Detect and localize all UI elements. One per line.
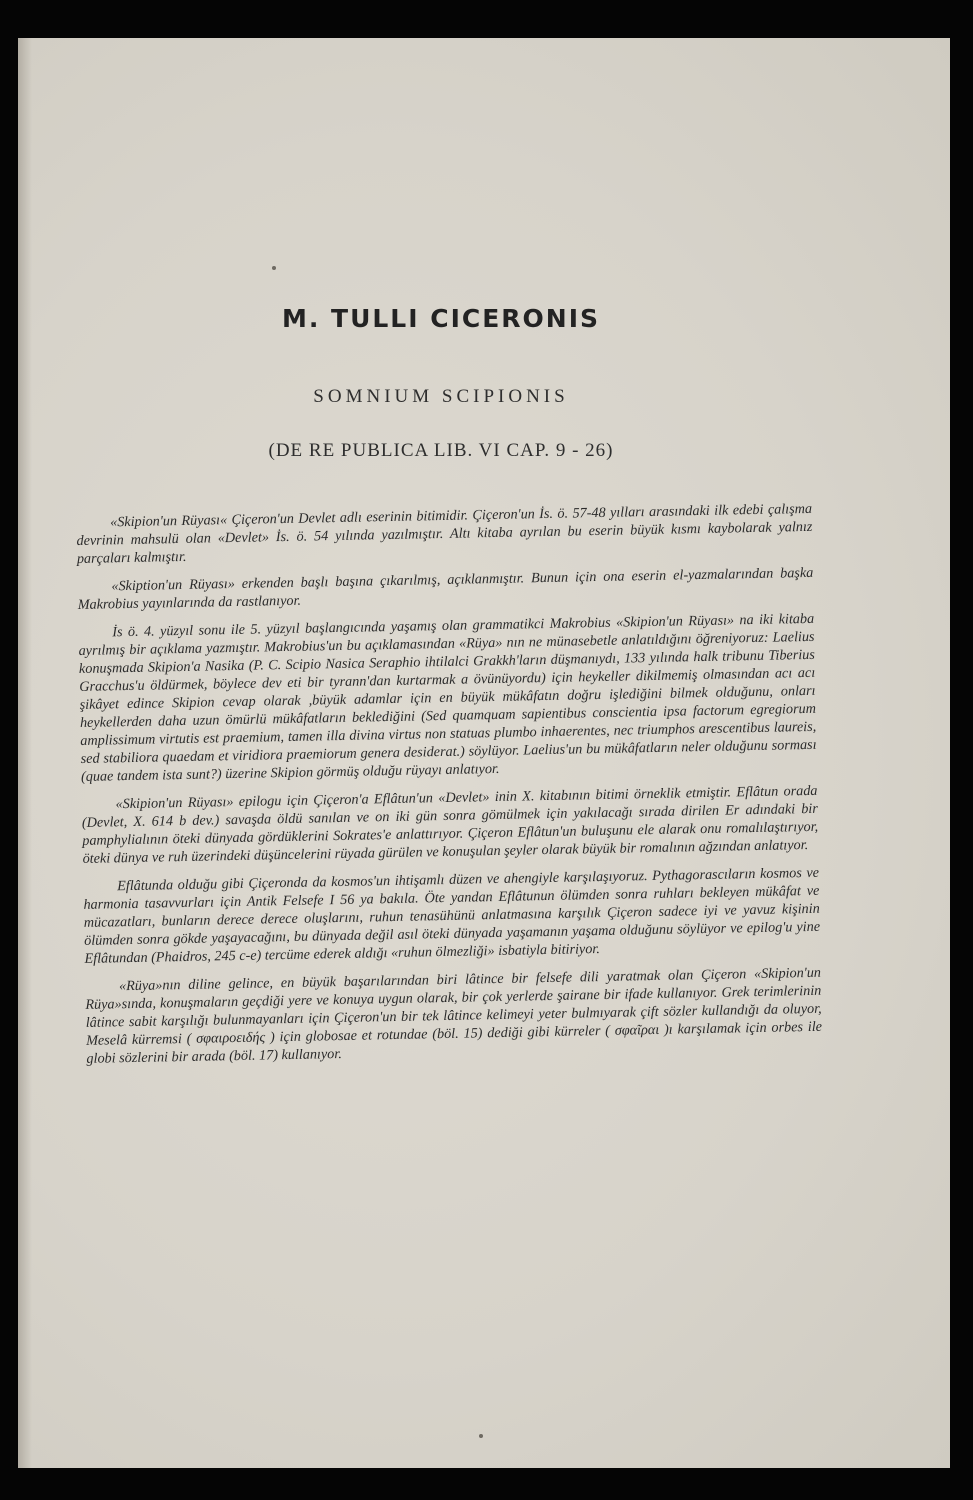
document-subtitle: SOMNIUM SCIPIONIS [313, 386, 569, 407]
paragraph: Eflâtunda olduğu gibi Çiçeronda da kosmos'un ihtişamlı düzen ve ahengiyle karşılaşıyoruz. Pythagorascıların kosmos ve harmonia tasavvurları için Antik Felsefe I 56 ya bakıla. Öte yandan Eflâtunun ölümden sonra ruhları bekleyen mükâfat ve mücazatları, bunların derece derece oluşlarını, ruhun tenasühünü anlatmasına karşılık Çiçeron sadece iyi ve yavuz kişinin ölümden sonra gökde yaşayacağını, bu dünyada değil asıl öteki dünyada yaşamanın yaşama olduğunu söylüyor ve epilog'u yine Eflâtundan (Phaidros, 245 c-e) tercüme ederek aldığı «ruhun ölmezliği» isbatiyla bitiriyor. [83, 864, 821, 967]
document-source-reference: (DE RE PUBLICA LIB. VI CAP. 9 - 26) [268, 440, 614, 461]
body-text [76, 500, 823, 1078]
paper-speck [479, 1434, 483, 1438]
book-page [18, 38, 950, 1468]
document-title: M. TULLI CICERONIS [281, 304, 601, 333]
paragraph: «Skipion'un Rüyası» epilogu için Çiçeron'a Eflâtun'un «Devlet» inin X. kitabının bitimi örneklik etmiştir. Eflâtun orada (Devlet, X. 614 b dev.) savaşda öldü sanılan ve on iki gün sonra gömülmek için yakılacağı sırada dirilen Er adındaki bir pamphylialının öteki dünyada gördüklerini Sokrates'e anlattırıyor. Çiçeron Eflâtun'un buluşunu ele alarak onu romalılaştırıyor, öteki dünya ve ruh üzerindeki düşüncelerini rüyada gürülen ve konuşulan şeyler olarak büyük bir romalının ağzından anlatıyor. [81, 782, 819, 867]
paragraph: İs ö. 4. yüzyıl sonu ile 5. yüzyıl başlangıcında yaşamış olan grammatikci Makrobius «Skipion'un Rüyası» na iki kitaba ayrılmış bir açıklama yazmıştır. Makrobius'un bu açıklamasından «Rüya» nın ne münasebetle anlatıldığını öğreniyoruz: Laelius konuşmada Skipion'a Nasika (P. C. Scipio Nasica Seraphio ihtilalci Grakkh'ların düşmanıydı, 133 yılında halk tribunu Tiberius Gracchus'u öldürmek, böylece dev eti bir tyrann'dan kurtarmak a övünüyordu) için heykeller dikilmemiş olmasından acı acı şikâyet edince Skipion cevap olarak ,büyük adamlar için en büyük mükâfatın doğru işlediğini bilmek olduğunu, onları heykellerden daha uzun ömürlü mükâfatların beklediğini (Sed quamquam sapientibus conscientia ipsa factorum egregiorum amplissimum virtutis est praemium, tamen illa divina virtus non statuas plumbo inhaerentes, nec triumphos arescentibus laureis, sed stabiliora quaedam et viridiora praemiorum genera desiderat.) söylüyor. Laelius'un bu mükâfatların neler olduğunu sorması (quae tandem ista sunt?) üzerine Skipion görmüş olduğu rüyayı anlatıyor. [78, 610, 817, 785]
paragraph: «Skipion'un Rüyası« Çiçeron'un Devlet adlı eserinin bitimidir. Çiçeron'un İs. ö. 57-48 yılları arasındaki ilk edebi çalışma devrinin mahsulü olan «Devlet» İs. ö. 54 yılında yazılmıştır. Altı kitaba ayrılan bu eserin büyük kısmı kaybolarak yalnız parçaları kalmıştır. [76, 500, 813, 567]
spine-shadow [18, 38, 32, 1468]
paragraph: «Skiption'un Rüyası» erkenden başlı başına çıkarılmış, açıklanmıştır. Bunun için ona eserin el-yazmalarından başka Makrobius yayınlarında da rastlanıyor. [77, 564, 814, 613]
paragraph: «Rüya»nın diline gelince, en büyük başarılarından biri lâtince bir felsefe dili yaratmak olan Çiçeron «Skipion'un Rüya»sında, konuşmaların geçdiği yere ve konuya uygun olarak, bir çok yerlerde şairane bir ifade kullanıyor. Grek terimlerinin lâtince sabit karşılığı bulunmayanları için Çiçeron'un bir tek lâtince kelimeyi yeter bulmıyarak çift sözler kullandığı da oluyor, Meselâ kürremsi ( σφαιροειδής ) için globosae et rotundae (böl. 15) dediği gibi kürreler ( σφαῖραι )ı karşılamak için orbes ile globi sözlerini bir arada (böl. 17) kullanıyor. [85, 964, 823, 1067]
paper-speck [272, 266, 276, 270]
